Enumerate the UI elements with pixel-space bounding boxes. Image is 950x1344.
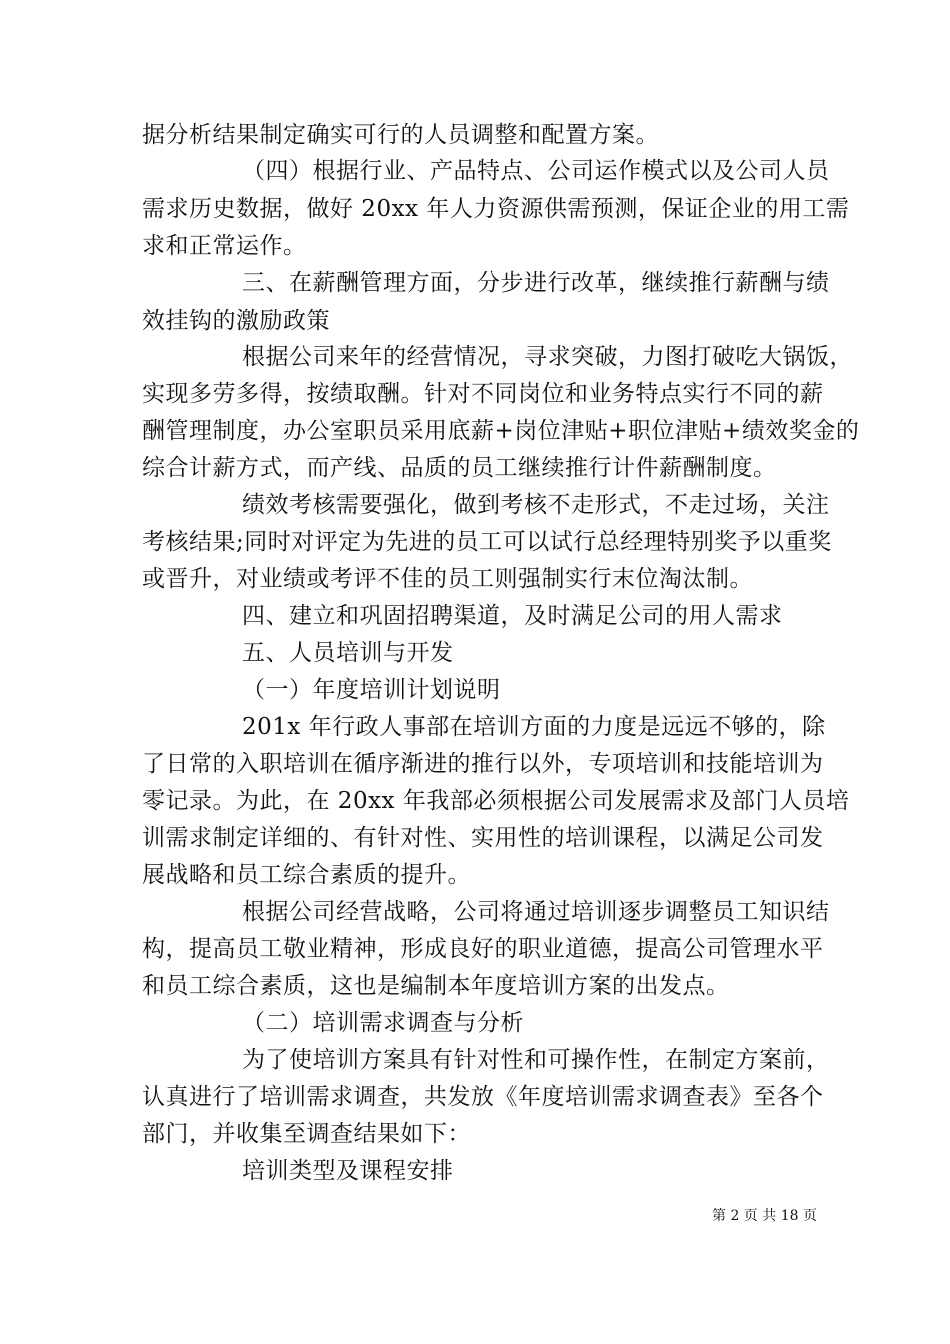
paragraph-line: 根据公司经营战略，公司将通过培训逐步调整员工知识结 [242, 899, 830, 925]
paragraph-line: 根据公司来年的经营情况，寻求突破，力图打破吃大锅饭， [242, 344, 853, 370]
paragraph-line: 为了使培训方案具有针对性和可操作性，在制定方案前， [242, 1047, 830, 1073]
paragraph-line: 据分析结果制定确实可行的人员调整和配置方案。 [142, 122, 659, 148]
paragraph-line: （四）根据行业、产品特点、公司运作模式以及公司人员 [242, 158, 830, 184]
paragraph-line: 零记录。为此，在 20xx 年我部必须根据公司发展需求及部门人员培 [142, 788, 850, 814]
subsection-heading: （一）年度培训计划说明 [242, 677, 501, 703]
paragraph-line: 或晋升，对业绩或考评不佳的员工则强制实行末位淘汰制。 [142, 566, 753, 592]
paragraph-line: 考核结果;同时对评定为先进的员工可以试行总经理特别奖予以重奖 [142, 529, 832, 555]
paragraph-line: 训需求制定详细的、有针对性、实用性的培训课程，以满足公司发 [142, 825, 824, 851]
paragraph-line: 201x 年行政人事部在培训方面的力度是远远不够的，除 [242, 714, 826, 740]
paragraph-line: 综合计薪方式，而产线、品质的员工继续推行计件薪酬制度。 [142, 455, 777, 481]
paragraph-line: 部门，并收集至调查结果如下： [142, 1121, 471, 1147]
paragraph-line: 认真进行了培训需求调查，共发放《年度培训需求调查表》至各个 [142, 1084, 824, 1110]
paragraph-line: 培训类型及课程安排 [242, 1158, 454, 1184]
section-heading: 四、建立和巩固招聘渠道，及时满足公司的用人需求 [242, 603, 783, 629]
subsection-heading: （二）培训需求调查与分析 [242, 1010, 524, 1036]
paragraph-line: 了日常的入职培训在循序渐进的推行以外，专项培训和技能培训为 [142, 751, 824, 777]
section-heading: 三、在薪酬管理方面，分步进行改革，继续推行薪酬与绩 [242, 270, 830, 296]
paragraph-line: 实现多劳多得，按绩取酬。针对不同岗位和业务特点实行不同的薪 [142, 381, 824, 407]
paragraph-line: 绩效考核需要强化，做到考核不走形式，不走过场，关注 [242, 492, 830, 518]
paragraph-line: 构，提高员工敬业精神，形成良好的职业道德，提高公司管理水平 [142, 936, 824, 962]
paragraph-line: 求和正常运作。 [142, 233, 307, 259]
section-heading: 五、人员培训与开发 [242, 640, 454, 666]
section-heading: 效挂钩的激励政策 [142, 308, 330, 334]
paragraph-line: 酬管理制度，办公室职员采用底薪+岗位津贴+职位津贴+绩效奖金的 [142, 418, 860, 444]
paragraph-line: 和员工综合素质，这也是编制本年度培训方案的出发点。 [142, 973, 730, 999]
paragraph-line: 需求历史数据，做好 20xx 年人力资源供需预测，保证企业的用工需 [142, 196, 850, 222]
paragraph-line: 展战略和员工综合素质的提升。 [142, 862, 471, 888]
page-number: 第 2 页 共 18 页 [712, 1208, 817, 1224]
